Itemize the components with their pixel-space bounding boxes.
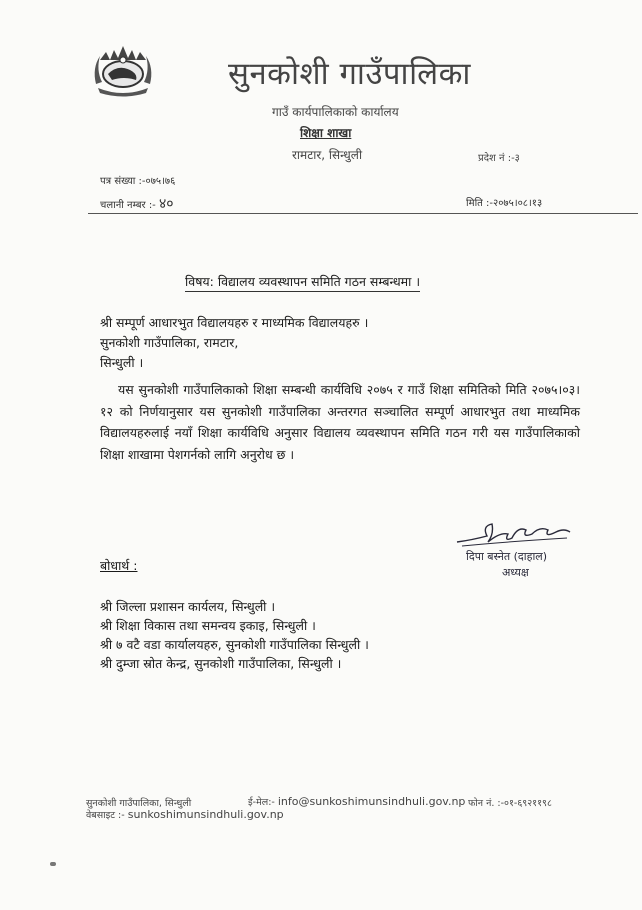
letter-date: मिति :-२०७५।०८।१३	[466, 198, 543, 209]
office-name: गाउँ कार्यपालिकाको कार्यालय	[272, 105, 399, 119]
letter-number: पत्र संख्या :-०७५।७६	[100, 176, 176, 187]
footer-email-label: ई-मेल:-	[248, 797, 275, 808]
addressee-line: सुनकोशी गाउँपालिका, रामटार,	[100, 335, 239, 350]
footer-org: सुनकोशी गाउँपालिका, सिन्धुली	[86, 798, 192, 809]
letter-subject: विषय: विद्यालय व्यवस्थापन समिति गठन सम्बन्धमा ।	[185, 273, 420, 292]
footer-phone: फोन नं. :-०१-६९२११९८	[468, 798, 552, 809]
dispatch-value: ४०	[158, 196, 174, 212]
scan-mark	[50, 862, 56, 866]
letter-body: यस सुनकोशी गाउँपालिकाको शिक्षा सम्बन्धी कार्यविधि २०७५ र गाउँ शिक्षा समितिको मिति २०७५।०३।१२ को निर्णयानुसार यस सुनकोशी गाउँपालिका अन्तरगत सञ्चालित सम्पूर्ण आधारभुत तथा माध्यमिक विद्यालयहरुलाई नयाँ शिक्षा कार्यविधि अनुसार विद्यालय व्यवस्थापन समिति गठन गरी यस गाउँपालिकाको शिक्षा शाखामा पेशगर्नको लागि अनुरोध छ ।	[100, 382, 580, 462]
cc-item: श्री शिक्षा विकास तथा समन्वय इकाइ, सिन्धुली ।	[100, 618, 316, 633]
addressee-line: श्री सम्पूर्ण आधारभुत विद्यालयहरु र माध्यमिक विद्यालयहरु ।	[100, 315, 369, 330]
footer-website-label: वेबसाइट :-	[86, 810, 125, 821]
cc-item: श्री दुम्जा स्रोत केन्द्र, सुनकोशी गाउँपालिका, सिन्धुली ।	[100, 656, 342, 671]
province-number: प्रदेश नं :-३	[478, 153, 520, 164]
signatory-name: दिपा बस्नेत (दाहाल)	[466, 550, 548, 563]
addressee-line: सिन्धुली ।	[100, 355, 144, 370]
signature-stamp	[452, 512, 577, 582]
cc-label: बोधार्थ :	[100, 558, 138, 573]
dispatch-number	[100, 194, 174, 213]
footer-email-value: info@sunkoshimunsindhuli.gov.np	[277, 795, 466, 808]
footer-website-value: sunkoshimunsindhuli.gov.np	[127, 808, 284, 821]
cc-item: श्री जिल्ला प्रशासन कार्यलय, सिन्धुली ।	[100, 599, 276, 614]
dispatch-label: चलानी नम्बर :-	[100, 200, 159, 211]
nepal-emblem-icon	[88, 40, 158, 100]
footer-email	[248, 795, 465, 808]
municipality-title: सुनकोशी गाउँपालिका	[228, 56, 471, 92]
cc-item: श्री ७ वटै वडा कार्यालयहरु, सुनकोशी गाउँपालिका सिन्धुली ।	[100, 637, 369, 652]
section-name: शिक्षा शाखा	[300, 126, 352, 140]
header-divider	[88, 213, 638, 214]
signatory-title: अध्यक्ष	[502, 566, 529, 579]
office-location: रामटार, सिन्धुली	[292, 148, 363, 162]
footer-website	[86, 808, 284, 821]
